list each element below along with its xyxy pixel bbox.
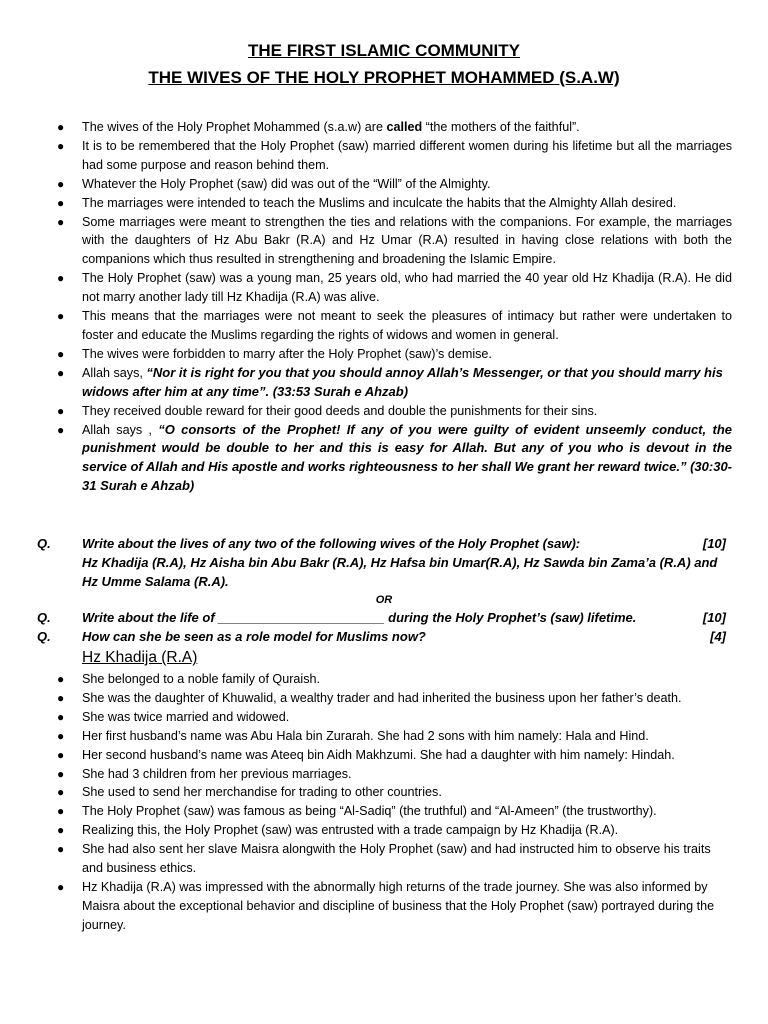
list-item: ● She belonged to a noble family of Quraish. <box>0 670 732 689</box>
or-separator: OR <box>375 594 393 606</box>
list-item: ● She had 3 children from her previous marriages. <box>0 765 732 784</box>
list-item: ● She was the daughter of Khuwalid, a wealthy trader and had inherited the business upon her father’s death. <box>0 689 732 708</box>
bullet-icon: ● <box>57 804 65 819</box>
list-item: ● Allah says , “O consorts of the Prophet! If any of you were guilty of evident unseemly conduct, the punishment would be double to her and this is easy for Allah. But any of you who is devout in the service of Allah and His apostle and works righteousness to her shall We grant her reward twice.” (30:30-31 Surah e Ahzab) <box>57 421 732 494</box>
bullet-icon: ● <box>57 309 65 324</box>
list-item: ● The wives were forbidden to marry after the Holy Prophet (saw)’s demise. <box>0 345 732 364</box>
bullet-icon: ● <box>57 709 65 724</box>
bullet-icon: ● <box>57 120 65 134</box>
bullet-icon: ● <box>57 403 65 418</box>
bullet-icon: ● <box>57 728 65 743</box>
bullet-icon: ● <box>57 422 65 437</box>
khadija-bullet-list <box>0 670 768 935</box>
list-item: ● The Holy Prophet (saw) was famous as being “Al-Sadiq” (the truthful) and “Al-Ameen” (the trustworthy). <box>0 802 732 821</box>
bullet-icon: ● <box>57 823 65 838</box>
list-item: ● Some marriages were meant to strengthen the ties and relations with the companions. For example, the marriages with the daughters of Hz Abu Bakr (R.A) and Hz Umar (R.A) resulted in having close relations with both the companions which thus resulted in strengthening and broadening the Islamic Empire. <box>57 214 732 267</box>
document-page: THE FIRST ISLAMIC COMMUNITY THE WIVES OF THE HOLY PROPHET MOHAMMED (S.A.W) ● The wives of the Holy Prophet Mohammed (s.a.w) are called “the mothers of the faithful”. ● It is to be remembered that the Holy Prophet (saw) married different women during his lifetime but all the marriages had some purpose and reason behind them. ● Whatever the Holy Prophet (saw) did was out of the “Will” of the Almighty. ● The marriages were intended to teach the Muslims and inculcate the habits that the Almighty Allah desired. ● Some marriages were meant to strengthen the ties and relations with the companions. For example, the marriages with the daughters of Hz Abu Bakr (R.A) and Hz Umar (R.A) resulted in having close relations with both the companions which thus resulted in strengthening and broadening the Islamic Empire. ● The Holy Prophet (saw) was a young man, 25 years old, who had married the 40 year old Hz Khadija (R.A). He did not marry another lady till Hz Khadija (R.A) was alive. ● This means that the marriages were not meant to seek the pleasures of intimacy but rather were undertaken to foster and educate the Muslims regarding the rights of widows and women in general. ● The wives were forbidden to marry after the Holy Prophet (saw)’s demise. ● Allah says, “Nor it is right for you that you should annoy Allah’s Messenger, or that you should marry his widows after him at any time”. (33:53 Surah e Ahzab) ● They received double reward for their good deeds and double the punishments for their sins. ● Allah says , “O consorts of the Prophet! If any of you were guilty of evident unseemly conduct, the punishment would be double to her and this is easy for Allah. But any of you who is devout in the service of Allah and His apostle and works righteousness to her shall We grant her reward twice.” (30:30-31 Surah e Ahzab) Q. Write about the lives of any two of the following wives of the Holy Prophet (saw): [10] Hz Khadija (R.A), Hz Aisha bin Abu Bakr (R.A), Hz Hafsa bin Umar(R.A), Hz Sawda bin Zama’a (R.A) and Hz Umme Salama (R.A). OR Q. Write about the life of _______________________ during the Holy Prophet’s (saw) lifetime. [10] Q. How can she be seen as a role model for Muslims now? [4] Hz Khadija (R.A) ● She belonged to a noble family of Quraish. ● She was the daughter of Khuwalid, a wealthy trader and had inherited the business upon her father’s death. ● She was twice married and widowed. ● Her first husband’s name was Abu Hala bin Zurarah. She had 2 sons with him namely: Hala and Hind. ● Her second husband’s name was Ateeq bin Aidh Makhzumi. She had a daughter with him namely: Hindah. ● She had 3 children from her previous marriages. ● She used to send her merchandise for trading to other countries. ● The Holy Prophet (saw) was famous as being “Al-Sadiq” (the truthful) and “Al-Ameen” (the trustworthy). ● Realizing this, the Holy Prophet (saw) was entrusted with a trade campaign by Hz Khadija (R.A). ● She had also sent her slave Maisra alongwith the Holy Prophet (saw) and had instructed him to observe his traits and business ethics. ● Hz Khadija (R.A) was impressed with the abnormally high returns of the trade journey. She was also informed by Maisra about the exceptional behavior and discipline of business that the Holy Prophet (saw) portrayed during the journey. <box>0 0 768 1024</box>
list-item: ● Allah says, “Nor it is right for you that you should annoy Allah’s Messenger, or that you should marry his widows after him at any time”. (33:53 Surah e Ahzab) <box>57 364 723 399</box>
list-item: ● This means that the marriages were not meant to seek the pleasures of intimacy but rather were undertaken to foster and educate the Muslims regarding the rights of widows and women in general. <box>57 309 732 342</box>
list-item: ● Realizing this, the Holy Prophet (saw) was entrusted with a trade campaign by Hz Khadija (R.A). <box>0 821 732 840</box>
bullet-icon: ● <box>57 346 65 361</box>
bullet-icon: ● <box>57 176 65 191</box>
bullet-icon: ● <box>57 672 65 686</box>
list-item: ● She was twice married and widowed. <box>0 708 732 727</box>
bullet-icon: ● <box>57 747 65 762</box>
bullet-icon: ● <box>57 690 65 705</box>
list-item: ● The marriages were intended to teach the Muslims and inculcate the habits that the Almighty Allah desired. <box>0 194 732 213</box>
bullet-icon: ● <box>57 842 65 857</box>
list-item: ● Whatever the Holy Prophet (saw) did was out of the “Will” of the Almighty. <box>0 175 732 194</box>
bullet-icon: ● <box>57 879 65 894</box>
quran-quote: “O consorts of the Prophet! If any of you were guilty of evident unseemly conduct, the punishment would be double to her and this is easy for Allah. But any of you who is devout in the service of Allah and His apostle and works righteousness to her shall We grant her reward twice.” (30:30-31 Surah e Ahzab) <box>82 421 732 494</box>
list-item: ● It is to be remembered that the Holy Prophet (saw) married different women during his lifetime but all the marriages had some purpose and reason behind them. <box>57 138 732 172</box>
list-item: ● They received double reward for their good deeds and double the punishments for their sins. <box>0 402 732 421</box>
bullet-icon: ● <box>57 766 65 781</box>
page-subtitle: THE WIVES OF THE HOLY PROPHET MOHAMMED (S.A.W) <box>148 68 620 87</box>
list-item: ● Hz Khadija (R.A) was impressed with the abnormally high returns of the trade journey. She was also informed by Maisra about the exceptional behavior and discipline of business that the Holy Prophet (saw) portrayed during the journey. <box>57 879 715 932</box>
bullet-icon: ● <box>57 271 65 286</box>
list-item: ● The Holy Prophet (saw) was a young man, 25 years old, who had married the 40 year old Hz Khadija (R.A). He did not marry another lady till Hz Khadija (R.A) was alive. <box>57 271 732 305</box>
bullet-icon: ● <box>57 138 65 153</box>
list-item: ● She had also sent her slave Maisra alongwith the Holy Prophet (saw) and had instructed him to observe his traits and business ethics. <box>57 842 711 876</box>
bullet-icon: ● <box>57 785 65 800</box>
bullet-icon: ● <box>57 195 65 210</box>
list-item: ● She used to send her merchandise for trading to other countries. <box>0 783 732 802</box>
quran-quote: “Nor it is right for you that you should annoy Allah’s Messenger, or that you should marry his widows after him at any time”. (33:53 Surah e Ahzab) <box>82 364 723 399</box>
wives-bullet-list <box>0 118 768 496</box>
bullet-icon: ● <box>57 214 65 229</box>
page-title: THE FIRST ISLAMIC COMMUNITY <box>248 41 520 60</box>
bullet-icon: ● <box>57 365 65 380</box>
section-heading: Hz Khadija (R.A) <box>82 649 198 666</box>
list-item: ● Her first husband’s name was Abu Hala bin Zurarah. She had 2 sons with him namely: Hala and Hind. <box>0 727 732 746</box>
list-item: ● The wives of the Holy Prophet Mohammed (s.a.w) are called “the mothers of the faithful”. <box>0 118 732 137</box>
list-item: ● Her second husband’s name was Ateeq bin Aidh Makhzumi. She had a daughter with him namely: Hindah. <box>0 746 732 765</box>
